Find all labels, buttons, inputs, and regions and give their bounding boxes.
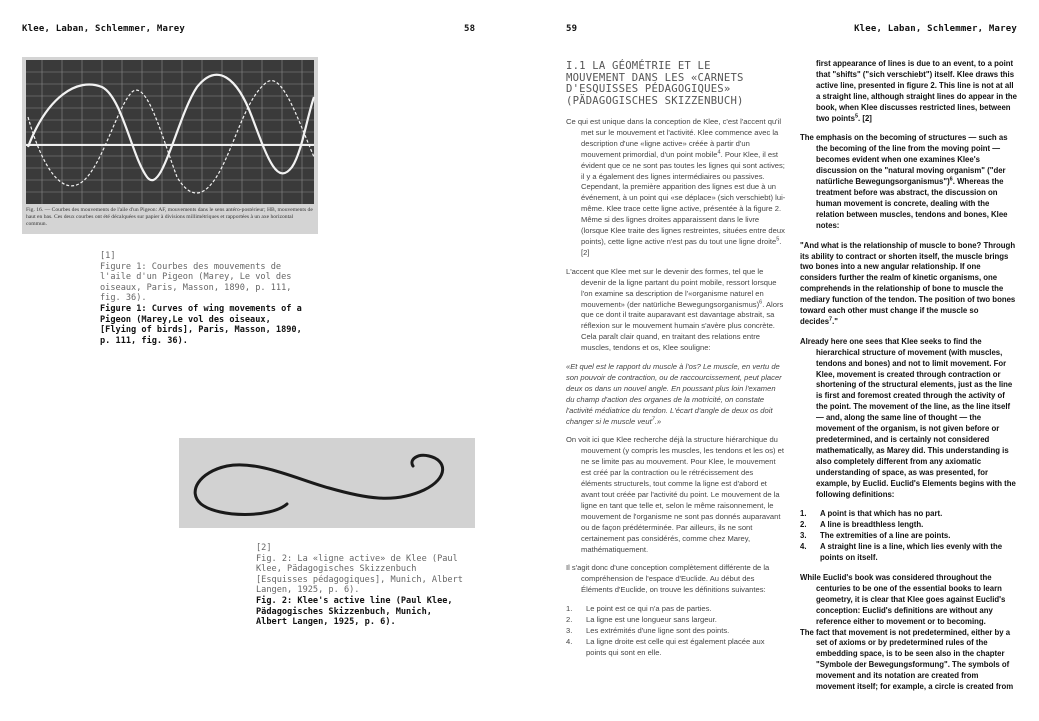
fr-paragraph-2: L'accent que Klee met sur le devenir des formes, tel que le devenir de la ligne partant du point mobile, ressort lorsque l'on examine sa description de l'«organisme naturel en mouvement» (der natürliche Bewegungsorganismus)$^6$. Alors que ce dont il traite auparavant est davantage abstrait, sa réflexion sur le mouvement humain s'avère plus concrète. Cela paraît clair quand, en traitant des relations entre muscles, tendons et os, Klee souligne: bbox=[566, 266, 784, 353]
en-definition-item: 3. The extremities of a line are points. bbox=[800, 531, 951, 541]
fr-paragraph-4: Il s'agit donc d'une conception complètement différente de la compréhension de l'espace d'Euclide. Au début des Éléments d'Euclide, on trouve les définitions suivantes: bbox=[566, 563, 770, 595]
fr-paragraph-3: On voit ici que Klee recherche déjà la structure hiérarchique du mouvement (y compris les muscles, les tendons et les os) et ne se limite pas au mouvement. Pour Klee, le mouvement est créé par la contraction ou le rétrécissement des éléments structurels, tout comme la ligne est d'abord et avant tout créée par l'activité du point. Le mouvement de la ligne en tant que telle et, selon le même raisonnement, le mouvement de l'organisme ne sont pas donnés auparavant ou de façon prédéterminée. Par ailleurs, ils ne sont certainement pas considérés, comme chez Marey, mathématiquement. bbox=[566, 435, 784, 554]
en-definition-item: 1. A point is that which has no part. bbox=[800, 509, 943, 519]
figure-1-caption bbox=[100, 251, 310, 346]
en-definitions-list bbox=[800, 509, 1017, 564]
figure-2-caption bbox=[256, 543, 464, 628]
english-column bbox=[800, 59, 1017, 693]
fr-definition-item: 1. Le point est ce qui n'a pas de parties. bbox=[566, 604, 712, 614]
en-paragraph-4: The fact that movement is not predetermined, either by a set of axioms or by predetermined rules of the embedding space, is to be seen also in the chapter "Symbole der Bewegungsformung". The symbols of movement and its notation are created from movement itself; for example, a circle is created from bbox=[800, 627, 1014, 692]
figure-2-number: [2] bbox=[256, 543, 272, 553]
en-paragraph-0: first appearance of lines is due to an event, to a point that "shifts" ("sich verschiebt") itself. Klee draws this active line, presented in figure 2. This line is not at all a straight line, although straight lines do appear in the book, when Klee discusses restricted lines, between two points$^5$. [2] bbox=[816, 59, 1018, 123]
fr-definition-item: 4. La ligne droite est celle qui est également placée aux points qui sont en elle. bbox=[566, 636, 765, 657]
figure-1-number: [1] bbox=[100, 251, 116, 261]
active-line-drawing bbox=[179, 438, 475, 528]
section-title: I.1 LA GÉOMÉTRIE ET LE MOUVEMENT DANS LES «CARNETS D'ESQUISSES PÉDAGOGIQUES» (PÄDAGOGISCHES SKIZZENBUCH) bbox=[566, 60, 744, 107]
left-running-header: Klee, Laban, Schlemmer, Marey bbox=[22, 24, 185, 34]
en-paragraph-2: Already here one sees that Klee seeks to find the hierarchical structure of movement (with muscles, tendons and bones) and not to limit movement. For Klee, movement is created through contraction or shortening of the structural elements, just as the line is first and foremost created through the activity of the point. The movement of the line, as the line itself — and, along the same line of thought — the movement of the organism, is not given before or predetermined, and is certainly not considered mathematically, as Marey did. This understanding is also completely different from any axiomatic understanding of space, as was presented, for example, by Euclid. Euclid's Elements begins with the following definitions: bbox=[800, 336, 1016, 499]
en-paragraph-3: While Euclid's book was considered throughout the centuries to be one of the essential books to learn geometry, it is clear that Klee goes against Euclid's conception: Euclid's definitions are without any reference either to movement or to becoming. bbox=[800, 572, 1006, 626]
en-paragraph-1: The emphasis on the becoming of structures — such as the becoming of the line from the moving point — becomes evident when one examines Klee's discussion on the "natural moving organism" ("der natürliche Bewegungsorganismus")$^6$. Whereas the treatment before was abstract, the discussion on human movement is concrete, dealing with the relation between muscles, tendons and bones, Klee notes: bbox=[800, 133, 1008, 230]
fr-definitions-list bbox=[566, 604, 786, 659]
en-quote: "And what is the relationship of muscle to bone? Through its ability to contract or shorten itself, the muscle brings two bones into a new angular relationship. If one considers further the realm of kinetic organisms, one comprehends in the relationship of bone to muscle the mediary function of the tendon. The position of two bones toward each other must change if the muscle so decides$^7$." bbox=[800, 240, 1016, 326]
figure-1-image bbox=[22, 57, 318, 234]
en-definition-item: 4. A straight line is a line, which lies evenly with the points on itself. bbox=[800, 542, 1003, 563]
figure-2-caption-en: Fig. 2: Klee's active line (Paul Klee, Pädagogisches Skizzenbuch, Munich, Albert Langen, 1925, p. 6). bbox=[256, 595, 453, 628]
fr-definition-item: 2. La ligne est une longueur sans largeur. bbox=[566, 615, 717, 625]
figure-1-caption-en: Figure 1: Curves of wing movements of a Pigeon (Marey,Le vol des oiseaux, [Flying of birds], Paris, Masson, 1890, p. 111, fig. 36). bbox=[100, 303, 302, 346]
en-definition-item: 2. A line is breadthless length. bbox=[800, 520, 924, 530]
left-page-number: 58 bbox=[464, 24, 476, 34]
right-page-number: 59 bbox=[566, 24, 578, 34]
figure-1-caption-fr: Figure 1: Courbes des mouvements de l'aile d'un Pigeon (Marey, Le vol des oiseaux, Paris, Masson, 1890, p. 111, fig. 36). bbox=[100, 261, 292, 304]
french-column bbox=[566, 117, 786, 659]
figure-1-image-caption: Fig. 16. — Courbes des mouvements de l'aile d'un Pigeon: AF, mouvements dans le sens antéro-postérieur; HB, mouvements de haut en bas. Ces deux courbes ont été décalquées sur papier à divisions millimétriques et rapportées à un axe horizontal commun. bbox=[26, 207, 313, 227]
right-running-header: Klee, Laban, Schlemmer, Marey bbox=[854, 24, 1017, 34]
figure-2-image bbox=[179, 438, 475, 528]
fr-definition-item: 3. Les extrémités d'une ligne sont des points. bbox=[566, 625, 730, 635]
figure-2-caption-fr: Fig. 2: La «ligne active» de Klee (Paul Klee, Pädagogisches Skizzenbuch [Esquisses pédagogiques], Munich, Albert Langen, 1925, p. 6). bbox=[256, 553, 463, 596]
fr-quote: «Et quel est le rapport du muscle à l'os? Le muscle, en vertu de son pouvoir de contraction, ou de raccourcissement, peut placer deux os dans un nouvel angle. En poussant plus loin l'examen du champ d'action des organes de la motricité, on constate l'activité médiatrice du tendon. L'écart d'angle de deux os doit changer si le muscle veut$^7$.» bbox=[566, 362, 782, 426]
fr-paragraph-1: Ce qui est unique dans la conception de Klee, c'est l'accent qu'il met sur le mouvement et l'activité. Klee commence avec la description d'une «ligne active» créée à partir d'un mouvement primordial, d'un point mobile$^4$. Pour Klee, il est évident que ce ne sont pas toutes les lignes qui sont actives; il y a également des lignes intermédiaires ou passives. Cependant, la première apparition des lignes est due à un événement, à un point qui «se déplace» (sich verschiebt) lui-même. Klee trace cette ligne active, présentée à la figure 2. Même si des lignes droites apparaissent dans le livre (lorsque Klee traite des lignes restreintes, situées entre deux points), cette ligne active n'est pas du tout une ligne droite$^5$. [2] bbox=[566, 117, 786, 257]
